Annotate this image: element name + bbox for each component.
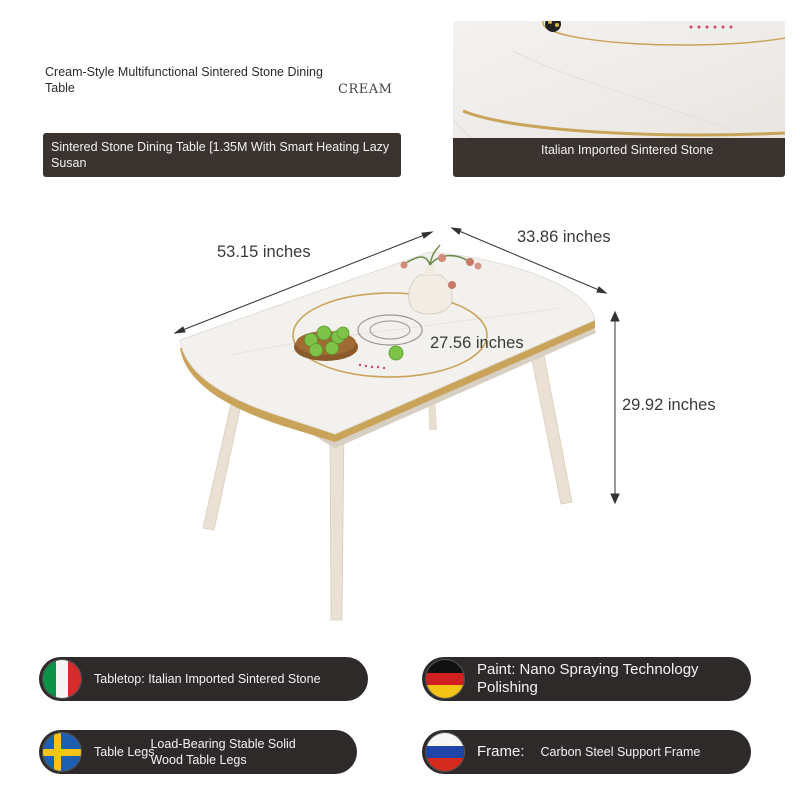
brand-logo: CREAM <box>338 82 393 97</box>
height-dimension-label: 29.92 inches <box>622 396 716 414</box>
feature-label: Paint: Nano Spraying Technology Polishing <box>477 661 699 696</box>
sweden-flag-icon <box>42 732 82 772</box>
russia-flag-icon <box>425 732 465 772</box>
feature-label: Tabletop: Italian Imported Sintered Stone <box>94 672 321 686</box>
feature-frame <box>422 730 751 774</box>
feature-paint <box>422 657 751 701</box>
product-title: Cream-Style Multifunctional Sintered Stone Dining Table <box>45 65 323 95</box>
dining-table-illustration <box>0 190 800 640</box>
feature-legs <box>39 730 357 774</box>
italy-flag-icon <box>42 659 82 699</box>
caption-bar-right: Italian Imported Sintered Stone <box>453 138 785 177</box>
feature-tabletop <box>39 657 368 701</box>
width-dimension-label: 33.86 inches <box>517 228 611 246</box>
lazy-susan-diameter-label: 27.56 inches <box>430 334 524 352</box>
feature-label: Table Legs <box>94 745 155 759</box>
feature-label: Frame: <box>477 743 525 760</box>
tabletop-closeup-image <box>453 21 785 139</box>
caption-bar-left: Sintered Stone Dining Table [1.35M With Smart Heating Lazy Susan <box>43 133 401 177</box>
germany-flag-icon <box>425 659 465 699</box>
length-dimension-label: 53.15 inches <box>217 243 311 261</box>
feature-value: Load-Bearing Stable Solid Wood Table Legs <box>150 737 296 767</box>
feature-value: Carbon Steel Support Frame <box>540 745 701 759</box>
